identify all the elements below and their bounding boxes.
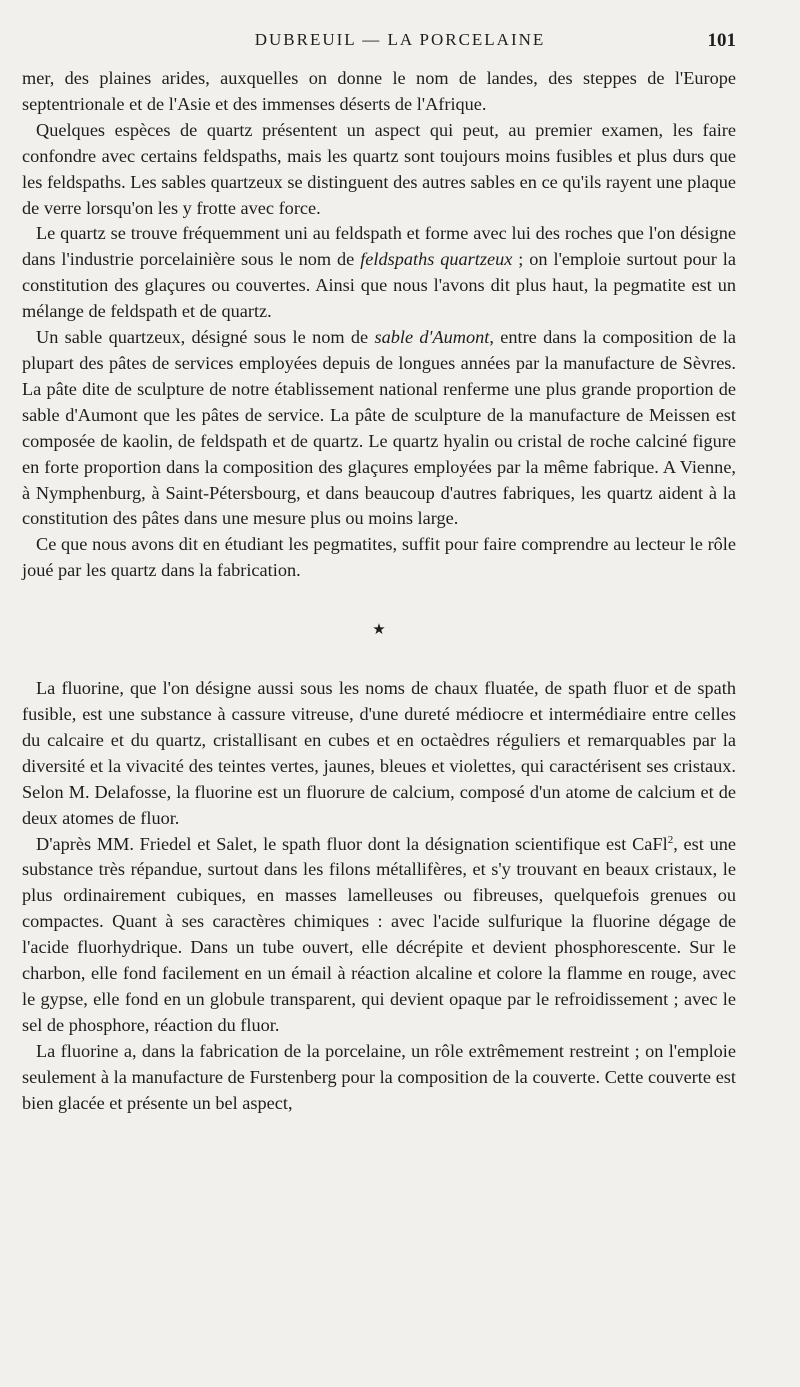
superscript: 2 [667, 833, 674, 846]
running-head [0, 30, 800, 54]
paragraph-quartz-aspect: Quelques espèces de quartz présentent un aspect qui peut, au premier examen, les faire confondre avec certains feldspaths, mais les quartz sont toujours moins fusibles et plus durs que les feldspaths. Les sables quartzeux se distinguent des autres sables en ce qu'ils rayent une plaque de verre lorsqu'on les y frotte avec force. [22, 119, 736, 218]
italic-term: feldspaths quartzeux [360, 249, 513, 270]
paragraph-pegmatites: Ce que nous avons dit en étudiant les pegmatites, suffit pour faire comprendre au lecteur le rôle joué par les quartz dans la fabrication. [22, 534, 736, 581]
paragraph-friedel-salet [22, 832, 736, 1039]
text-run: ; on l'emploie surtout pour la constitution des glaçures ou couvertes. Ainsi que nous l'avons dit plus haut, la pegmatite est un mélange de feldspath et de quartz. [22, 249, 737, 322]
paragraph-fluorine-definition: La fluorine, que l'on désigne aussi sous les noms de chaux fluatée, de spath fluor et de spath fusible, est une substance à cassure vitreuse, d'une dureté médiocre et intermédiaire entre celles du calcaire et du quartz, cristallisant en cubes et en octaèdres réguliers et remarquables par la diversité et la vivacité des teintes vertes, jaunes, bleues et violettes, qui caractérisent ses cristaux. Selon M. Delafosse, la fluorine est un fluorure de calcium, composé d'un atome de calcium et de deux atomes de fluor. [22, 678, 736, 828]
text-run: D'après MM. Friedel et Salet, le spath fluor dont la désignation scientifique est CaFl [36, 833, 668, 854]
page-body [22, 66, 736, 1117]
paragraph-sable-aumont [22, 325, 736, 532]
italic-term: sable d'Aumont [374, 327, 490, 348]
section-break-star: ★ [372, 622, 386, 639]
running-title: DUBREUIL — LA PORCELAINE [254, 30, 546, 49]
text-run: Le quartz se trouve fréquemment uni au feldspath et forme avec lui des roches que l'on désigne dans l'industrie porcelainière sous le nom de [22, 223, 736, 270]
text-run: , entre dans la composition de la plupart des pâtes de services employées depuis de longues années par la manufacture de Sèvres. La pâte dite de sculpture de notre établissement national renferme une plus grande proportion de sable d'Aumont que les pâtes de service. La pâte de sculpture de la manufacture de Meissen est composée de kaolin, de feldspath et de quartz. Le quartz hyalin ou cristal de roche calciné figure en forte proportion dans la composition des glaçures employées par la même fabrique. A Vienne, à Nymphenburg, à Saint-Pétersbourg, et dans beaucoup d'autres fabriques, les quartz aident à la constitution des pâtes dans une mesure plus ou moins large. [22, 327, 736, 529]
text-run: Un sable quartzeux, désigné sous le nom de [36, 327, 375, 348]
paragraph-feldspaths-quartzeux [22, 221, 736, 325]
paragraph-continuation: mer, des plaines arides, auxquelles on donne le nom de landes, des steppes de l'Europe septentrionale et de l'Asie et des immenses déserts de l'Afrique. [22, 68, 736, 114]
page-number: 101 [707, 30, 736, 51]
paragraph-fluorine-role: La fluorine a, dans la fabrication de la porcelaine, un rôle extrêmement restreint ; on l'emploie seulement à la manufacture de Furstenberg pour la composition de la couverte. Cette couverte est bien glacée et présente un bel aspect, [22, 1040, 736, 1113]
text-run: , est une substance très répandue, surtout dans les filons métallifères, et s'y trouvant en beaux cristaux, le plus ordinairement cubiques, en masses lamelleuses ou fibreuses, quelquefois grenues ou compactes. Quant à ses caractères chimiques : avec l'acide sulfurique la fluorine dégage de l'acide fluorhydrique. Dans un tube ouvert, elle décrépite et devient phosphorescente. Sur le charbon, elle fond facilement en un émail à réaction alcaline et colore la flamme en rouge, avec le gypse, elle fond en un globule transparent, qui devient opaque par le refroidissement ; avec le sel de phosphore, réaction du fluor. [22, 833, 736, 1035]
